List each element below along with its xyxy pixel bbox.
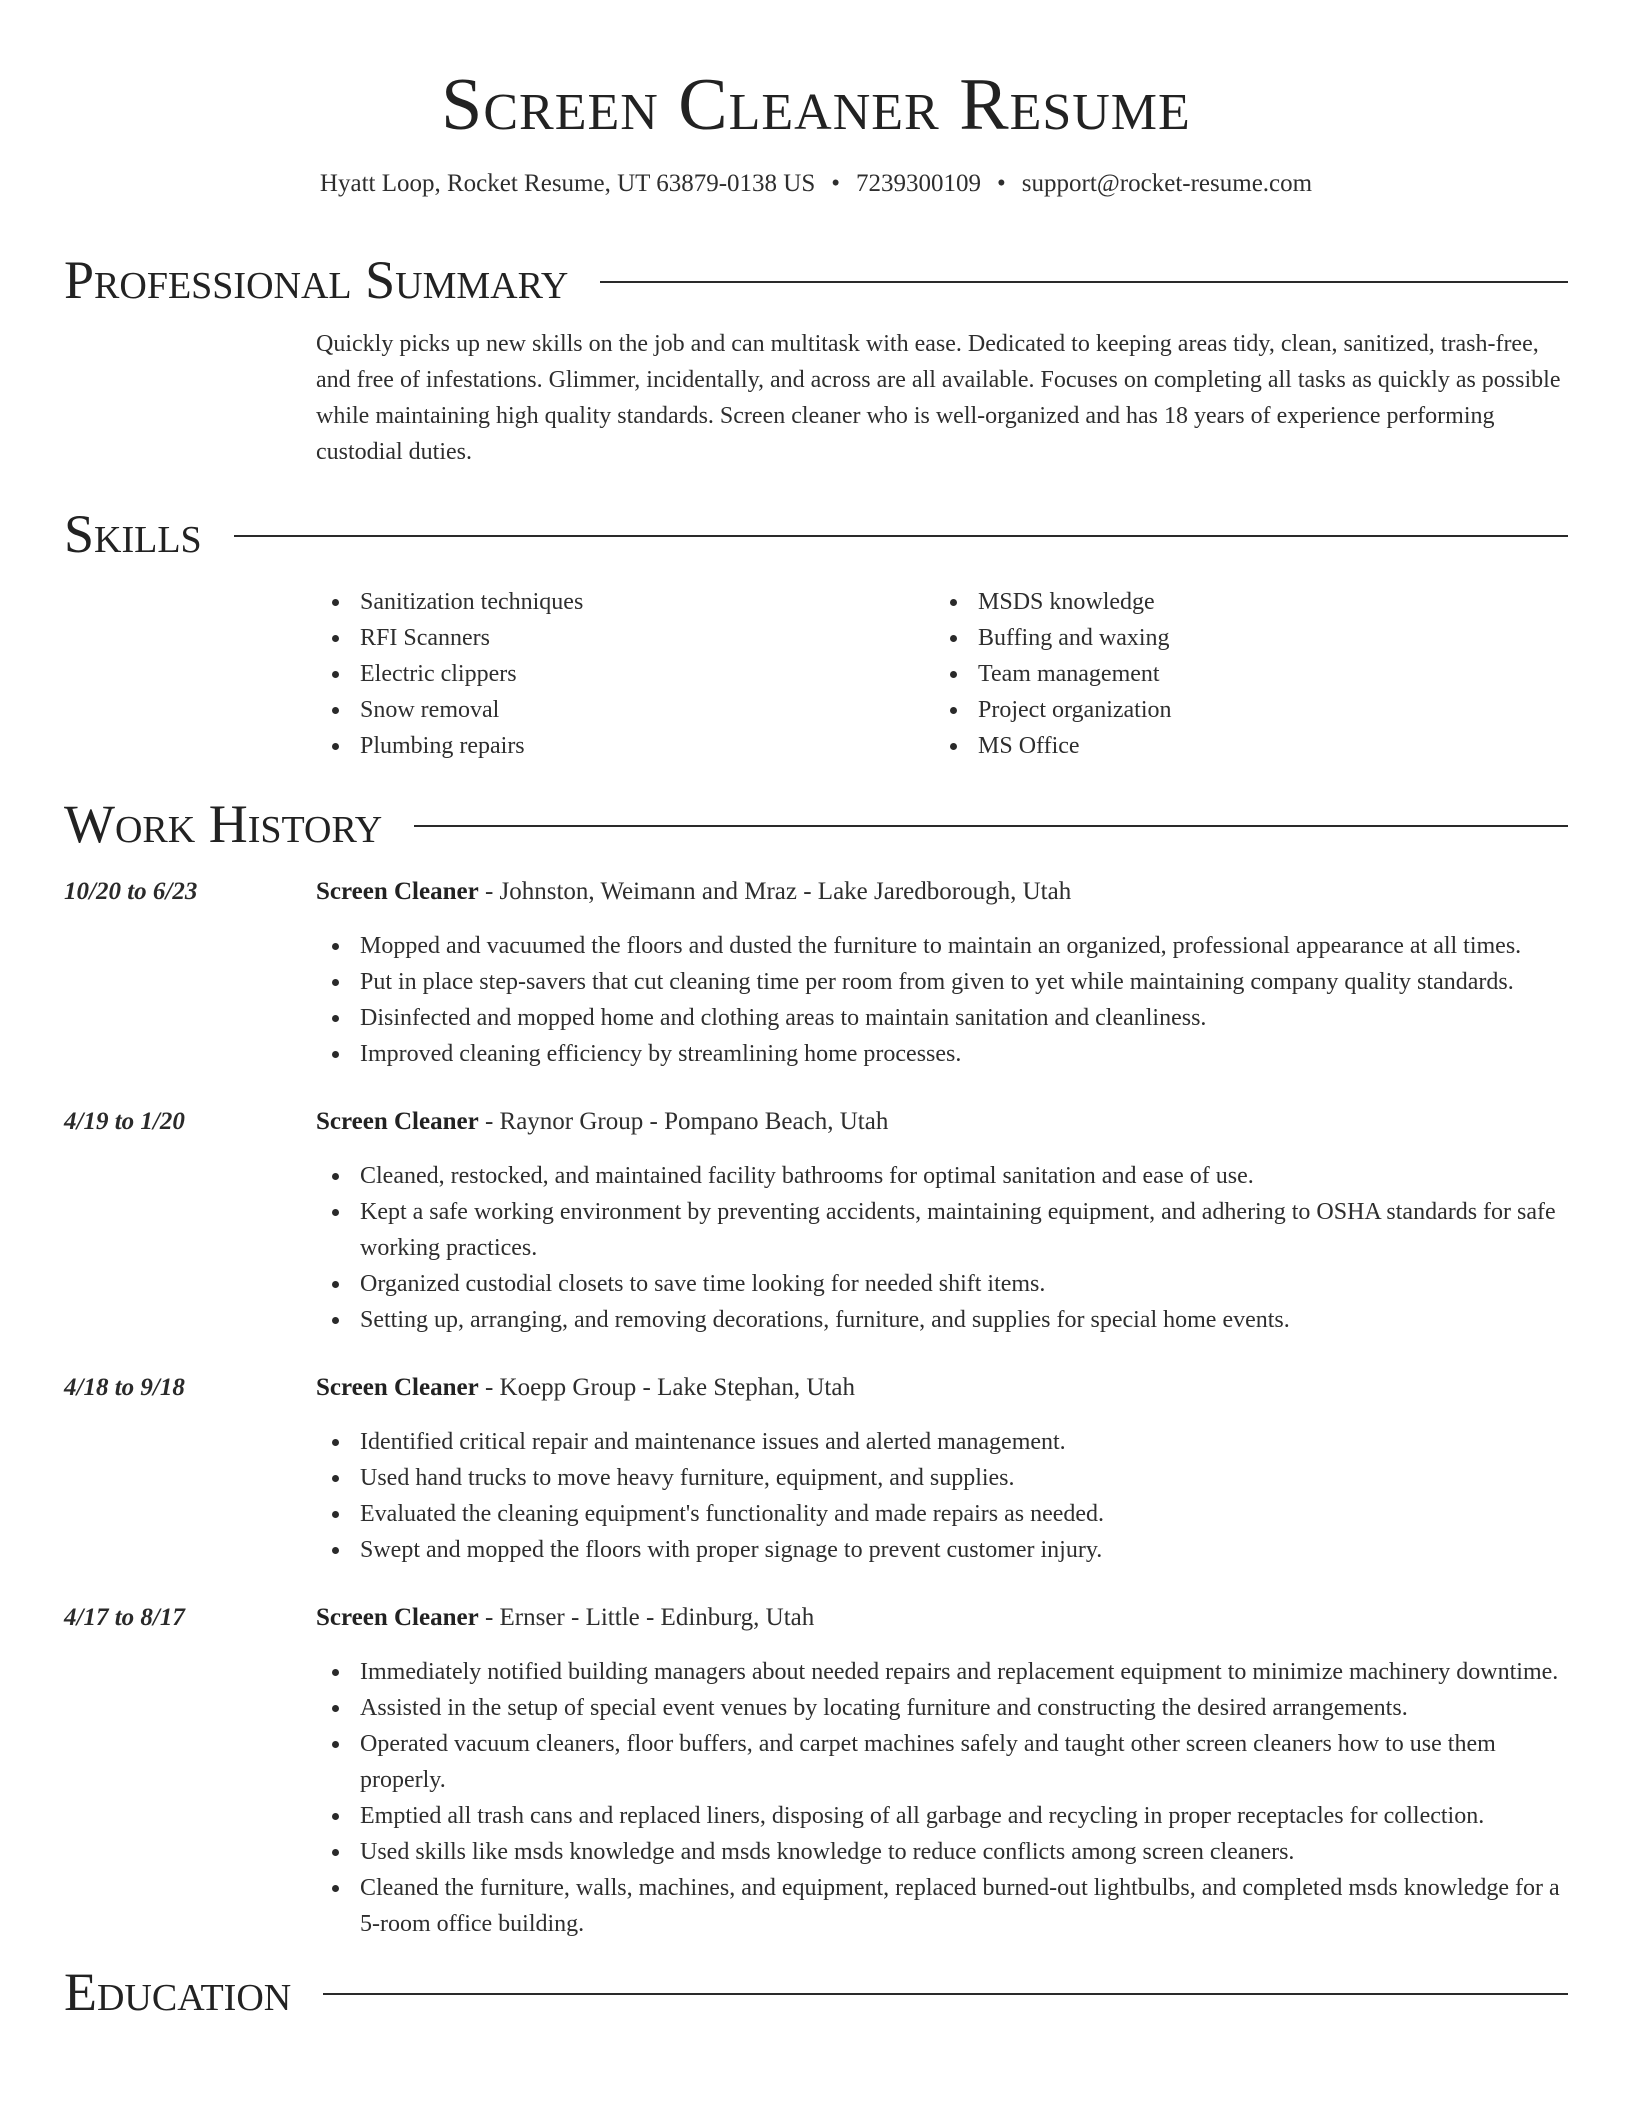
job-position: Screen Cleaner [316,878,479,905]
job-bullet: Setting up, arranging, and removing decorations, furniture, and supplies for special home events. [360,1302,1568,1338]
job-entry [64,1370,1568,1568]
job-bullet: Cleaned the furniture, walls, machines, and equipment, replaced burned-out lightbulbs, and completed msds knowledge for a 5-room office building. [360,1870,1568,1942]
skills-column-left [316,584,934,764]
job-bullet: Immediately notified building managers about needed repairs and replacement equipment to minimize machinery downtime. [360,1654,1568,1690]
job-bullet: Organized custodial closets to save time looking for needed shift items. [360,1266,1568,1302]
job-bullet: Disinfected and mopped home and clothing areas to maintain sanitation and cleanliness. [360,1000,1568,1036]
job-bullet: Used hand trucks to move heavy furniture, equipment, and supplies. [360,1460,1568,1496]
job-entry [64,874,1568,1072]
job-heading [316,1600,1568,1636]
job-bullets [316,928,1568,1072]
skill-item: Project organization [978,692,1552,728]
section-divider [414,825,1568,827]
job-bullet: Kept a safe working environment by preventing accidents, maintaining equipment, and adhering to OSHA standards for safe working practices. [360,1194,1568,1266]
job-heading [316,1104,1568,1140]
education-heading [64,1962,1568,2022]
summary-text: Quickly picks up new skills on the job and can multitask with ease. Dedicated to keeping areas tidy, clean, sanitized, trash-free, and free of infestations. Glimmer, incidentally, and across are all available. Focuses on completing all tasks as quickly as possible while maintaining high quality standards. Screen cleaner who is well-organized and has 18 years of experience performing custodial duties. [316,331,1561,465]
job-bullet: Cleaned, restocked, and maintained facility bathrooms for optimal sanitation and ease of use. [360,1158,1568,1194]
work-history-heading [64,794,1568,854]
job-dates: 10/20 to 6/23 [64,878,198,905]
job-position: Screen Cleaner [316,1604,479,1631]
job-body [316,874,1568,1072]
job-bullet: Mopped and vacuumed the floors and dusted the furniture to maintain an organized, professional appearance at all times. [360,928,1568,964]
work-history-section [64,794,1568,1942]
job-bullet: Operated vacuum cleaners, floor buffers, and carpet machines safely and taught other screen cleaners how to use them properly. [360,1726,1568,1798]
skill-item: Snow removal [360,692,934,728]
skill-item: RFI Scanners [360,620,934,656]
contact-email: support@rocket-resume.com [1021,170,1313,197]
skill-item: Sanitization techniques [360,584,934,620]
job-dates: 4/18 to 9/18 [64,1374,185,1401]
skills-heading [64,504,1568,564]
job-bullets [316,1654,1568,1942]
skill-item: Electric clippers [360,656,934,692]
job-bullet: Improved cleaning efficiency by streamlining home processes. [360,1036,1568,1072]
job-bullet: Assisted in the setup of special event venues by locating furniture and constructing the desired arrangements. [360,1690,1568,1726]
skill-item: Plumbing repairs [360,728,934,764]
summary-section [64,250,1568,470]
job-entry [64,1104,1568,1338]
job-body [316,1104,1568,1338]
job-position: Screen Cleaner [316,1374,479,1401]
job-body [316,1600,1568,1942]
skills-section [64,504,1568,764]
job-dates: 4/17 to 8/17 [64,1604,185,1631]
section-divider [234,535,1568,537]
job-employer: - Ernser - Little - Edinburg, Utah [478,1604,815,1631]
job-position: Screen Cleaner [316,1108,479,1135]
resume-title: Screen Cleaner Resume [441,64,1191,146]
job-bullet: Swept and mopped the floors with proper signage to prevent customer injury. [360,1532,1568,1568]
job-employer: - Koepp Group - Lake Stephan, Utah [478,1374,855,1401]
section-title: Education [64,1962,292,2022]
job-heading [316,874,1568,910]
job-heading [316,1370,1568,1406]
job-bullet: Emptied all trash cans and replaced liners, disposing of all garbage and recycling in proper receptacles for collection. [360,1798,1568,1834]
summary-heading [64,250,1568,310]
skills-column-right [934,584,1552,764]
contact-line [64,170,1568,198]
skill-item: MSDS knowledge [978,584,1552,620]
skills-list [934,584,1552,764]
skills-list [316,584,934,764]
skill-item: MS Office [978,728,1552,764]
contact-separator: • [997,170,1006,197]
section-divider [323,1993,1568,1995]
job-bullet: Evaluated the cleaning equipment's functionality and made repairs as needed. [360,1496,1568,1532]
job-employer: - Raynor Group - Pompano Beach, Utah [478,1108,889,1135]
contact-address: Hyatt Loop, Rocket Resume, UT 63879-0138 US [319,170,816,197]
resume-header [64,0,1568,198]
job-bullet: Identified critical repair and maintenance issues and alerted management. [360,1424,1568,1460]
job-body [316,1370,1568,1568]
job-entry [64,1600,1568,1942]
skills-grid [316,584,1568,764]
skill-item: Team management [978,656,1552,692]
job-bullets [316,1158,1568,1338]
contact-separator: • [831,170,841,197]
job-employer: - Johnston, Weimann and Mraz - Lake Jaredborough, Utah [478,878,1072,905]
section-title: Professional Summary [64,250,569,310]
contact-phone: 7239300109 [856,170,982,197]
job-dates: 4/19 to 1/20 [64,1108,185,1135]
job-bullets [316,1424,1568,1568]
section-title: Work History [64,794,383,854]
job-bullet: Used skills like msds knowledge and msds knowledge to reduce conflicts among screen cleaners. [360,1834,1568,1870]
section-divider [600,281,1568,283]
section-title: Skills [64,504,202,564]
skill-item: Buffing and waxing [978,620,1552,656]
education-section [64,1962,1568,2022]
job-bullet: Put in place step-savers that cut cleaning time per room from given to yet while maintaining company quality standards. [360,964,1568,1000]
